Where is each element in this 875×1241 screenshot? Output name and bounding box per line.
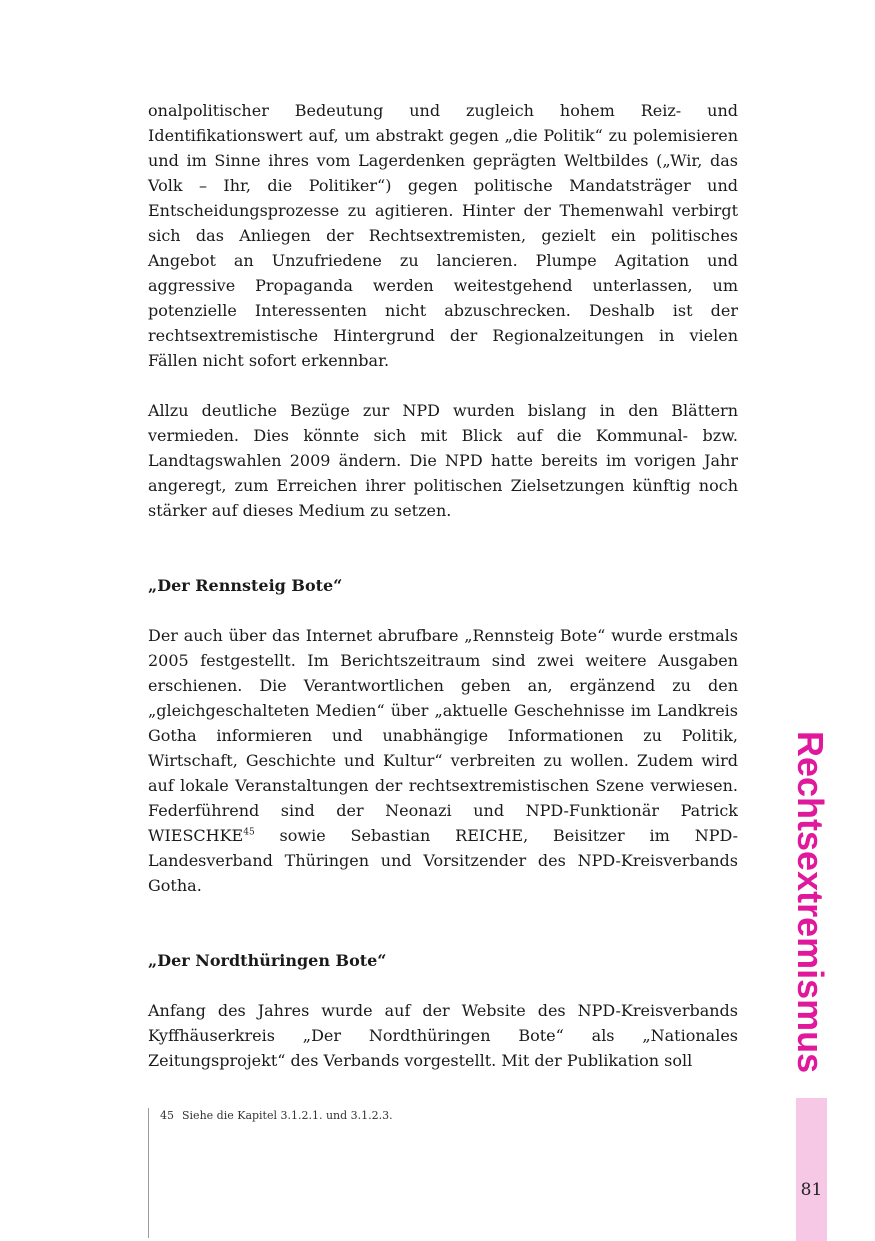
footnote-reference[interactable]: 45 — [243, 827, 255, 838]
chapter-side-label — [790, 731, 831, 1074]
section-heading-nordthueringen-bote: „Der Nordthüringen Bote“ — [148, 951, 387, 970]
footnote-rule — [148, 1108, 149, 1238]
paragraph-4: Anfang des Jahres wurde auf der Website des NPD-Kreisverbands Kyffhäuserkreis „Der Nordthüringen Bote“ als „Nationales Zeitungsprojekt“ des Verbands vorgestellt. Mit der Publikation soll — [148, 1001, 738, 1070]
chapter-side-label-text: Rechtsextremismus — [790, 731, 831, 1074]
main-text-column — [148, 98, 738, 1073]
paragraph-3-text-after: sowie Sebastian REICHE, Beisitzer im NPD-Landesverband Thüringen und Vorsitzender des NPD-Kreisverbands Gotha. — [148, 826, 738, 895]
footnote-text: Siehe die Kapitel 3.1.2.1. und 3.1.2.3. — [182, 1109, 393, 1122]
page-number: 81 — [800, 1180, 823, 1200]
footnote — [160, 1108, 720, 1124]
paragraph-2: Allzu deutliche Bezüge zur NPD wurden bislang in den Blättern vermieden. Dies könnte sich mit Blick auf die Kommunal- bzw. Landtagswahlen 2009 ändern. Die NPD hatte bereits im vorigen Jahr angeregt, zum Erreichen ihrer politischen Zielsetzungen künftig noch stärker auf dieses Medium zu setzen. — [148, 401, 738, 520]
paragraph-1: onalpolitischer Bedeutung und zugleich hohem Reiz- und Identifikationswert auf, um abstrakt gegen „die Politik“ zu polemisieren und im Sinne ihres vom Lagerdenken geprägten Weltbildes („Wir, das Volk – Ihr, die Politiker“) gegen politische Mandatsträger und Entscheidungsprozesse zu agitieren. Hinter der Themenwahl verbirgt sich das Anliegen der Rechtsextremisten, gezielt ein politisches Angebot an Unzufriedene zu lancieren. Plumpe Agitation und aggressive Propaganda werden weitestgehend unterlassen, um potenzielle Interessenten nicht abzuschrecken. Deshalb ist der rechtsextremistische Hintergrund der Regionalzeitungen in vielen Fällen nicht sofort erkennbar. — [148, 101, 738, 370]
section-heading-rennsteig-bote: „Der Rennsteig Bote“ — [148, 576, 343, 595]
page-number-tab — [796, 1098, 827, 1241]
footnote-number: 45 — [160, 1109, 174, 1122]
paragraph-3-text-before: Der auch über das Internet abrufbare „Rennsteig Bote“ wurde erstmals 2005 festgestellt. Im Berichtszeitraum sind zwei weitere Ausgaben erschienen. Die Verantwortlichen geben an, ergänzend zu den „gleichgeschalteten Medien“ über „aktuelle Geschehnisse im Landkreis Gotha informieren und unabhängige Informationen zu Politik, Wirtschaft, Geschichte und Kultur“ verbreiten zu wollen. Zudem wird auf lokale Veranstaltungen der rechtsextremistischen Szene verwiesen. Federführend sind der Neonazi und NPD-Funktionär Patrick WIESCHKE — [148, 626, 738, 845]
paragraph-3 — [148, 623, 738, 898]
